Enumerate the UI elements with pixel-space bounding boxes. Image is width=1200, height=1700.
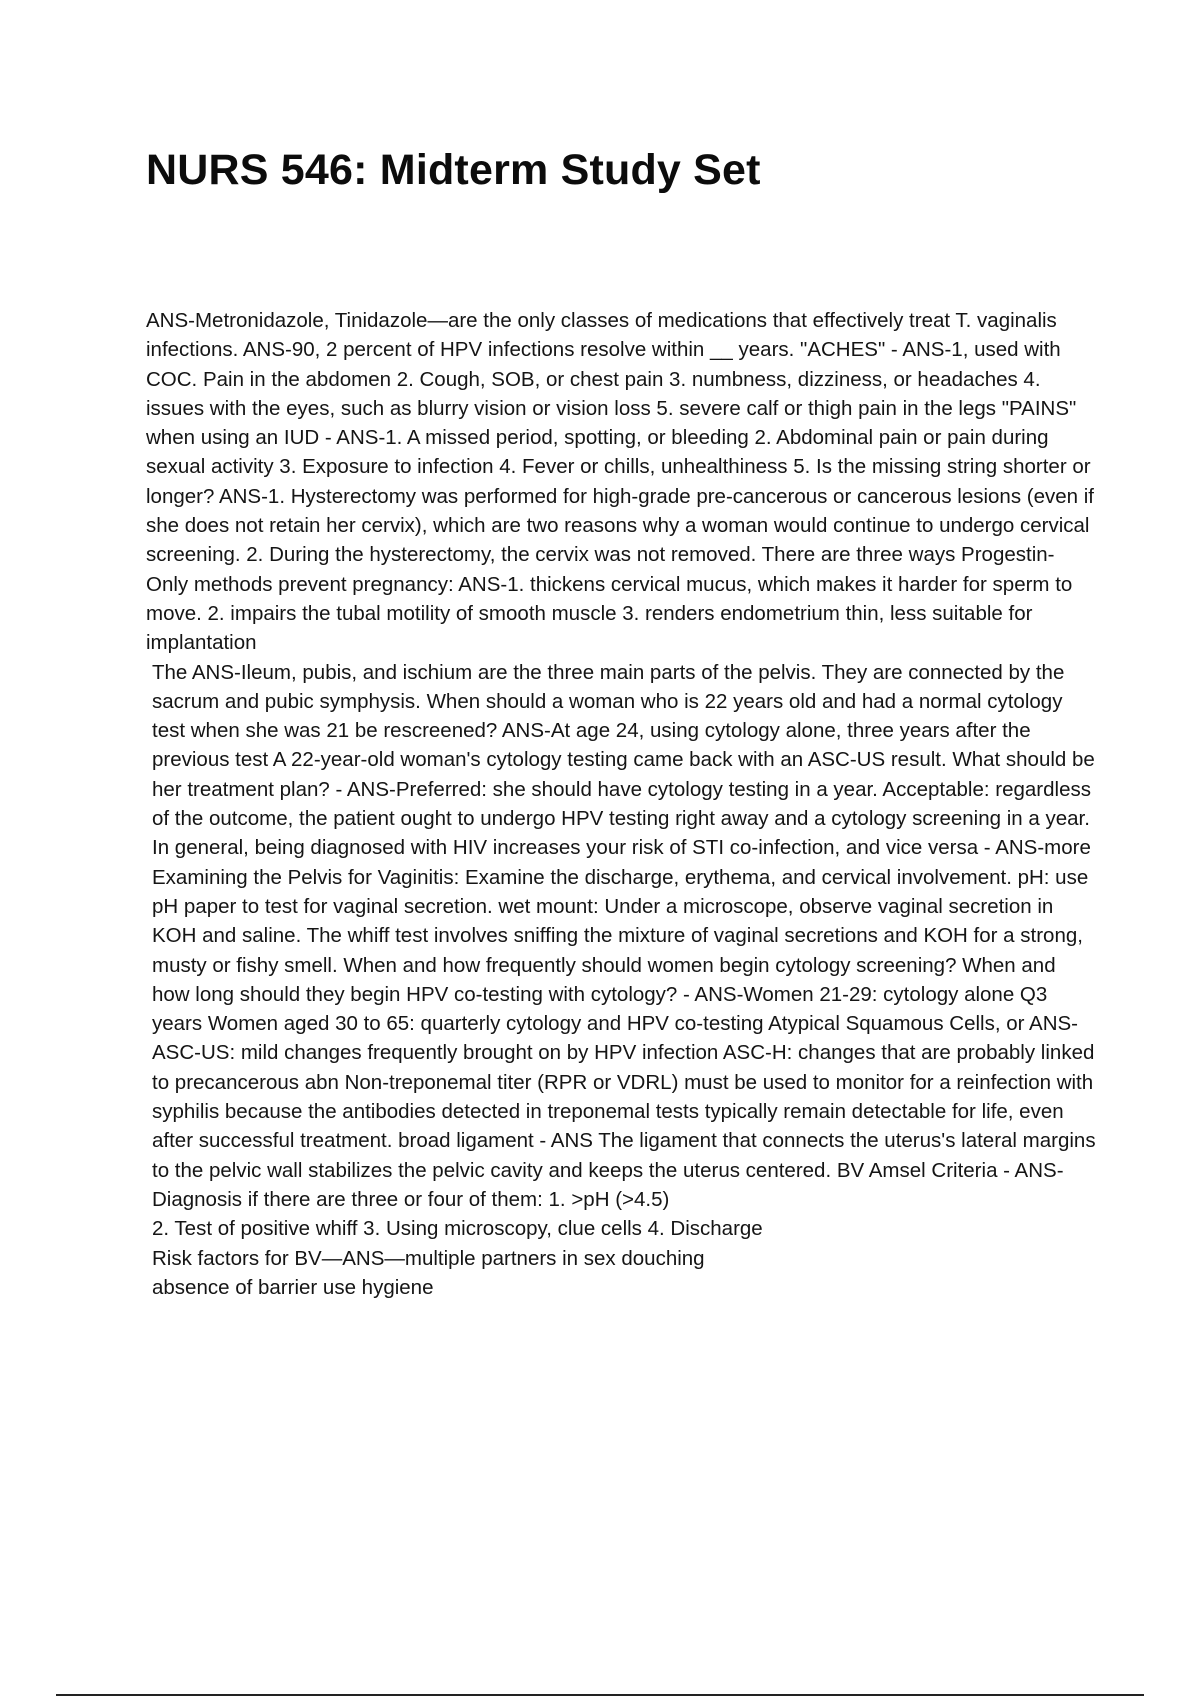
paragraph-3: 2. Test of positive whiff 3. Using microscopy, clue cells 4. Discharge <box>152 1217 763 1241</box>
paragraph-5: absence of barrier use hygiene <box>152 1275 434 1299</box>
page-bottom-rule <box>56 1694 1144 1696</box>
paragraph-1: ANS-Metronidazole, Tinidazole—are the only classes of medications that effectively treat T. vaginalis infections. ANS-90, 2 percent of HPV infections resolve within __ years. "ACHES" - ANS-1, used with COC. Pain in the abdomen 2. Cough, SOB, or chest pain 3. numbness, dizziness, or headaches 4. issues with the eyes, such as blurry vision or vision loss 5. severe calf or thigh pain in the legs "PAINS" when using an IUD - ANS-1. A missed period, spotting, or bleeding 2. Abdominal pain or pain during sexual activity 3. Exposure to infection 4. Fever or chills, unhealthiness 5. Is the missing string shorter or longer? ANS-1. Hysterectomy was performed for high-grade pre-cancerous or cancerous lesions (even if she does not retain her cervix), which are two reasons why a woman would continue to undergo cervical screening. 2. During the hysterectomy, the cervix was not removed. There are three ways Progestin-Only methods prevent pregnancy: ANS-1. thickens cervical mucus, which makes it harder for sperm to move. 2. impairs the tubal motility of smooth muscle 3. renders endometrium thin, less suitable for implantation <box>146 309 1094 655</box>
document-body <box>146 306 1096 1302</box>
paragraph-2: The ANS-Ileum, pubis, and ischium are the three main parts of the pelvis. They are connected by the sacrum and pubic symphysis. When should a woman who is 22 years old and had a normal cytology test when she was 21 be rescreened? ANS-At age 24, using cytology alone, three years after the previous test A 22-year-old woman's cytology testing came back with an ASC-US result. What should be her treatment plan? - ANS-Preferred: she should have cytology testing in a year. Acceptable: regardless of the outcome, the patient ought to undergo HPV testing right away and a cytology screening in a year. In general, being diagnosed with HIV increases your risk of STI co-infection, and vice versa - ANS-more Examining the Pelvis for Vaginitis: Examine the discharge, erythema, and cervical involvement. pH: use pH paper to test for vaginal secretion. wet mount: Under a microscope, observe vaginal secretion in KOH and saline. The whiff test involves sniffing the mixture of vaginal secretions and KOH for a strong, musty or fishy smell. When and how frequently should women begin cytology screening? When and how long should they begin HPV co-testing with cytology? - ANS-Women 21-29: cytology alone Q3 years Women aged 30 to 65: quarterly cytology and HPV co-testing Atypical Squamous Cells, or ANS-ASC-US: mild changes frequently brought on by HPV infection ASC-H: changes that are probably linked to precancerous abn Non-treponemal titer (RPR or VDRL) must be used to monitor for a reinfection with syphilis because the antibodies detected in treponemal tests typically remain detectable for life, even after successful treatment. broad ligament - ANS The ligament that connects the uterus's lateral margins to the pelvic wall stabilizes the pelvic cavity and keeps the uterus centered. BV Amsel Criteria - ANS-Diagnosis if there are three or four of them: 1. >pH (>4.5) <box>152 660 1096 1211</box>
page-title: NURS 546: Midterm Study Set <box>146 146 761 194</box>
paragraph-4: Risk factors for BV—ANS—multiple partners in sex douching <box>152 1246 705 1270</box>
